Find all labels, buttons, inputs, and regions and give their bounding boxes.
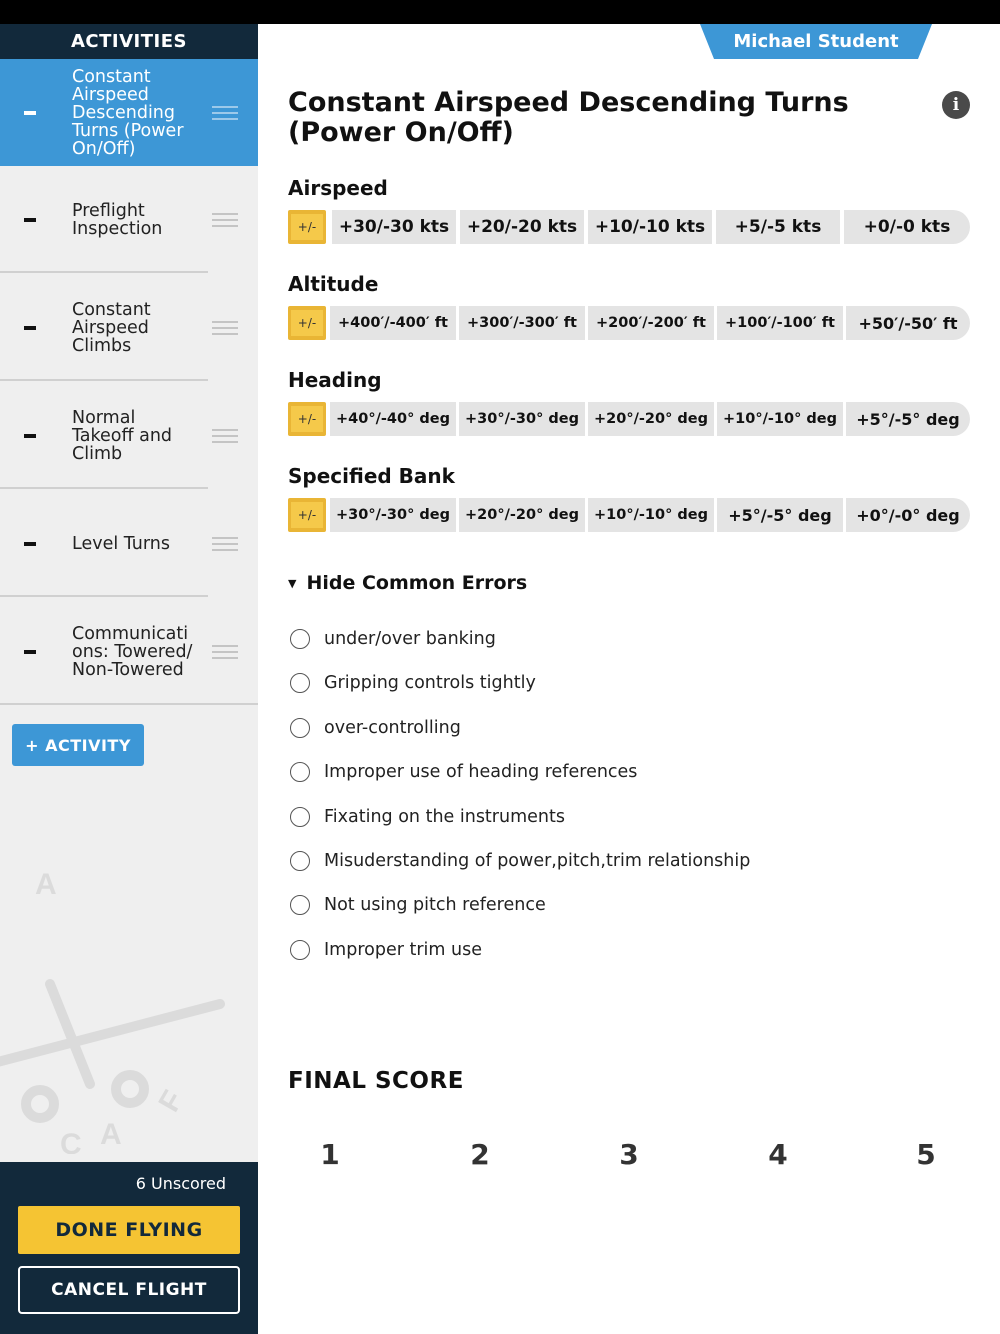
sidebar-header: ACTIVITIES: [0, 24, 258, 59]
drag-handle-icon[interactable]: [212, 106, 238, 120]
hide-common-errors-toggle[interactable]: [288, 572, 527, 594]
error-label: Improper trim use: [324, 940, 482, 960]
sidebar-footer: [0, 1162, 258, 1334]
section-title-airspeed: Airspeed: [288, 176, 388, 200]
common-error-item[interactable]: [290, 806, 565, 828]
activity-item-preflight[interactable]: [0, 166, 258, 273]
errors-toggle-label: Hide Common Errors: [306, 572, 528, 594]
drag-handle-icon[interactable]: [212, 213, 238, 227]
add-activity-button[interactable]: + ACTIVITY: [12, 724, 144, 766]
divider: [0, 487, 208, 489]
done-flying-button[interactable]: DONE FLYING: [18, 1206, 240, 1254]
airspeed-tolerance-row: [288, 210, 970, 244]
tolerance-option[interactable]: +5/-5 kts: [716, 210, 840, 244]
radio-button[interactable]: [290, 673, 310, 693]
error-label: Not using pitch reference: [324, 895, 546, 915]
cancel-flight-button[interactable]: CANCEL FLIGHT: [18, 1266, 240, 1314]
activity-label: Normal Takeoff and Climb: [72, 407, 173, 464]
tolerance-option[interactable]: +40°/-40° deg: [330, 402, 456, 436]
activity-label: Constant Airspeed Descending Turns (Power On/Off): [72, 66, 184, 159]
tolerance-option[interactable]: +30°/-30° deg: [459, 402, 585, 436]
tolerance-option[interactable]: +0/-0 kts: [844, 210, 970, 244]
drag-handle-icon[interactable]: [212, 321, 238, 335]
common-error-item[interactable]: [290, 894, 546, 916]
section-title-heading: Heading: [288, 368, 382, 392]
tolerance-option[interactable]: +50′/-50′ ft: [846, 306, 970, 340]
status-bar: [0, 0, 1000, 24]
remove-icon[interactable]: [24, 542, 36, 546]
plus-minus-badge: +/-: [288, 210, 326, 244]
page-title: Constant Airspeed Descending Turns (Power On/Off): [288, 87, 849, 148]
tolerance-option[interactable]: +0°/-0° deg: [846, 498, 970, 532]
tolerance-option[interactable]: +5°/-5° deg: [717, 498, 843, 532]
tolerance-option[interactable]: +400′/-400′ ft: [330, 306, 456, 340]
tolerance-option[interactable]: +100′/-100′ ft: [717, 306, 843, 340]
tolerance-option[interactable]: +300′/-300′ ft: [459, 306, 585, 340]
error-label: over-controlling: [324, 718, 461, 738]
tolerance-option[interactable]: +10/-10 kts: [588, 210, 712, 244]
user-tab[interactable]: [700, 24, 932, 59]
plus-minus-badge: +/-: [288, 306, 326, 340]
common-error-item[interactable]: [290, 717, 461, 739]
score-option-3[interactable]: 3: [619, 1138, 639, 1171]
drag-handle-icon[interactable]: [212, 645, 238, 659]
remove-icon[interactable]: [24, 218, 36, 222]
plus-minus-badge: +/-: [288, 402, 326, 436]
student-name: Michael Student: [733, 31, 899, 52]
tolerance-option[interactable]: +10°/-10° deg: [717, 402, 843, 436]
bank-tolerance-row: [288, 498, 970, 532]
activity-item-communications[interactable]: [0, 598, 258, 705]
error-label: Improper use of heading references: [324, 762, 638, 782]
common-error-item[interactable]: [290, 672, 536, 694]
activity-label: Communications: Towered/ Non-Towered: [72, 623, 193, 680]
divider: [0, 595, 208, 597]
activity-item-level-turns[interactable]: [0, 490, 258, 597]
heading-tolerance-row: [288, 402, 970, 436]
tolerance-option[interactable]: +20°/-20° deg: [459, 498, 585, 532]
radio-button[interactable]: [290, 629, 310, 649]
tolerance-option[interactable]: +10°/-10° deg: [588, 498, 714, 532]
tolerance-option[interactable]: +5°/-5° deg: [846, 402, 970, 436]
radio-button[interactable]: [290, 851, 310, 871]
common-error-item[interactable]: [290, 850, 750, 872]
svg-text:A: A: [35, 868, 57, 901]
tolerance-option[interactable]: +200′/-200′ ft: [588, 306, 714, 340]
drag-handle-icon[interactable]: [212, 537, 238, 551]
remove-icon[interactable]: [24, 434, 36, 438]
activities-sidebar: [0, 24, 258, 1334]
altitude-tolerance-row: [288, 306, 970, 340]
info-icon[interactable]: i: [942, 91, 970, 119]
svg-text:F: F: [152, 1085, 191, 1118]
radio-button[interactable]: [290, 718, 310, 738]
common-error-item[interactable]: [290, 761, 637, 783]
score-option-5[interactable]: 5: [916, 1138, 936, 1171]
radio-button[interactable]: [290, 762, 310, 782]
score-option-4[interactable]: 4: [768, 1138, 788, 1171]
activity-label: Preflight Inspection: [72, 200, 163, 239]
unscored-count: 6 Unscored: [135, 1174, 226, 1193]
radio-button[interactable]: [290, 807, 310, 827]
divider: [0, 271, 208, 273]
divider: [0, 703, 258, 705]
activity-label: Level Turns: [72, 533, 170, 554]
radio-button[interactable]: [290, 940, 310, 960]
error-label: under/over banking: [324, 629, 496, 649]
activity-label: Constant Airspeed Climbs: [72, 299, 151, 356]
drag-handle-icon[interactable]: [212, 429, 238, 443]
radio-button[interactable]: [290, 895, 310, 915]
plus-minus-badge: +/-: [288, 498, 326, 532]
divider: [0, 379, 208, 381]
error-label: Fixating on the instruments: [324, 807, 565, 827]
remove-icon[interactable]: [24, 326, 36, 330]
common-error-item[interactable]: [290, 939, 482, 961]
activity-item-climbs[interactable]: [0, 274, 258, 381]
tolerance-option[interactable]: +30°/-30° deg: [330, 498, 456, 532]
score-option-2[interactable]: 2: [470, 1138, 490, 1171]
activity-item-descending-turns[interactable]: [0, 59, 258, 166]
svg-text:A: A: [100, 1118, 122, 1151]
tolerance-option[interactable]: +30/-30 kts: [332, 210, 456, 244]
remove-icon[interactable]: [24, 111, 36, 115]
final-score-label: FINAL SCORE: [288, 1068, 464, 1094]
remove-icon[interactable]: [24, 650, 36, 654]
triangle-down-icon: ▼: [288, 576, 297, 590]
section-title-specified-bank: Specified Bank: [288, 464, 455, 488]
svg-text:C: C: [60, 1128, 82, 1154]
common-error-item[interactable]: [290, 628, 496, 650]
tolerance-option[interactable]: +20/-20 kts: [460, 210, 584, 244]
tolerance-option[interactable]: +20°/-20° deg: [588, 402, 714, 436]
activity-item-takeoff[interactable]: [0, 382, 258, 489]
section-title-altitude: Altitude: [288, 272, 379, 296]
error-label: Misuderstanding of power,pitch,trim relationship: [324, 851, 751, 871]
error-label: Gripping controls tightly: [324, 673, 536, 693]
ucanfly-watermark-logo: [0, 854, 240, 1154]
score-option-1[interactable]: 1: [320, 1138, 340, 1171]
